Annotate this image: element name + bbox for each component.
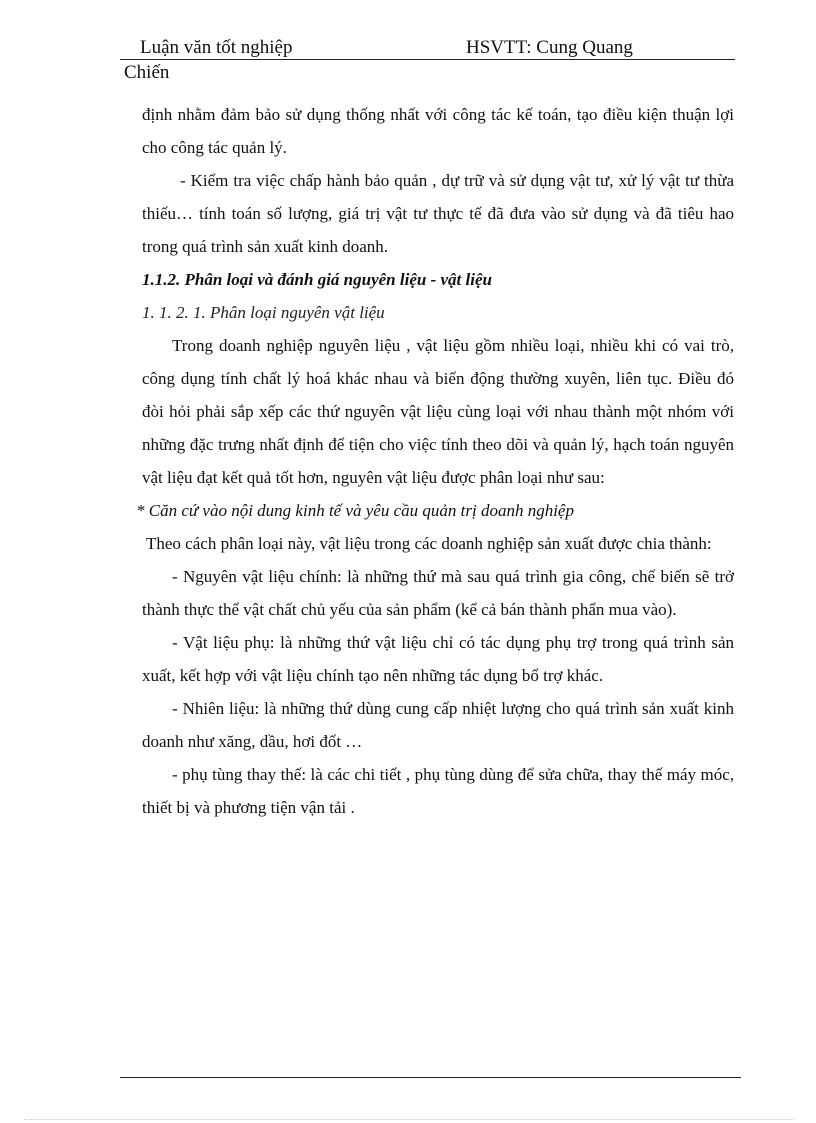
header-title-left: Luận văn tốt nghiệp (140, 37, 293, 58)
paragraph-classification-intro: Trong doanh nghiệp nguyên liệu , vật liệu gồm nhiều loại, nhiều khi có vai trò, công dụng tính chất lý hoá khác nhau và biến động thường xuyên, liên tục. Điều đó đòi hỏi phải sắp xếp các thứ nguyên vật liệu cùng loại với nhau thành một nhóm với những đặc trưng nhất định để tiện cho việc tính theo dõi và quản lý, hạch toán nguyên vật liệu đạt kết quả tốt hơn, nguyên vật liệu được phân loại như sau: (142, 336, 734, 487)
paragraph-inspection: - Kiểm tra việc chấp hành bảo quản , dự trữ và sử dụng vật tư, xử lý vật tư thừa thiếu… tính toán số lượng, giá trị vật tư thực tế đã đưa vào sử dụng và đã tiêu hao trong quá trình sản xuất kinh doanh. (142, 171, 734, 256)
section-heading-1-1-2: 1.1.2. Phân loại và đánh giá nguyên liệu - vật liệu (142, 270, 492, 289)
header-author-continuation: Chiến (124, 62, 170, 83)
paragraph-fuel: - Nhiên liệu: là những thứ dùng cung cấp nhiệt lượng cho quá trình sản xuất kinh doanh như xăng, dầu, hơi đốt … (142, 699, 734, 751)
footer-rule (120, 1077, 741, 1078)
paragraph-main-materials: - Nguyên vật liệu chính: là những thứ mà sau quá trình gia công, chế biến sẽ trở thành thực thể vật chất chủ yếu của sản phẩm (kể cả bán thành phẩn mua vào). (142, 567, 734, 619)
classification-criterion: * Căn cứ vào nội dung kinh tế và yêu cầu quản trị doanh nghiệp (136, 501, 574, 520)
header-rule (120, 59, 735, 60)
subsection-heading-1-1-2-1: 1. 1. 2. 1. Phân loại nguyên vật liệu (142, 303, 385, 322)
document-body (136, 98, 734, 824)
header-author: HSVTT: Cung Quang (466, 37, 633, 58)
paragraph-spare-parts: - phụ tùng thay thế: là các chi tiết , phụ tùng dùng để sửa chữa, thay thế máy móc, thiết bị và phương tiện vận tải . (142, 765, 734, 817)
page-edge-dots (24, 1119, 794, 1120)
paragraph-1: định nhằm đảm bảo sử dụng thống nhất với công tác kế toán, tạo điều kiện thuận lợi cho công tác quản lý. (142, 105, 734, 157)
paragraph-classification-method: Theo cách phân loại này, vật liệu trong các doanh nghiệp sản xuất được chia thành: (146, 534, 712, 553)
paragraph-auxiliary-materials: - Vật liệu phụ: là những thứ vật liệu chỉ có tác dụng phụ trợ trong quá trình sản xuất, kết hợp với vật liệu chính tạo nên những tác dụng bổ trợ khác. (142, 633, 734, 685)
